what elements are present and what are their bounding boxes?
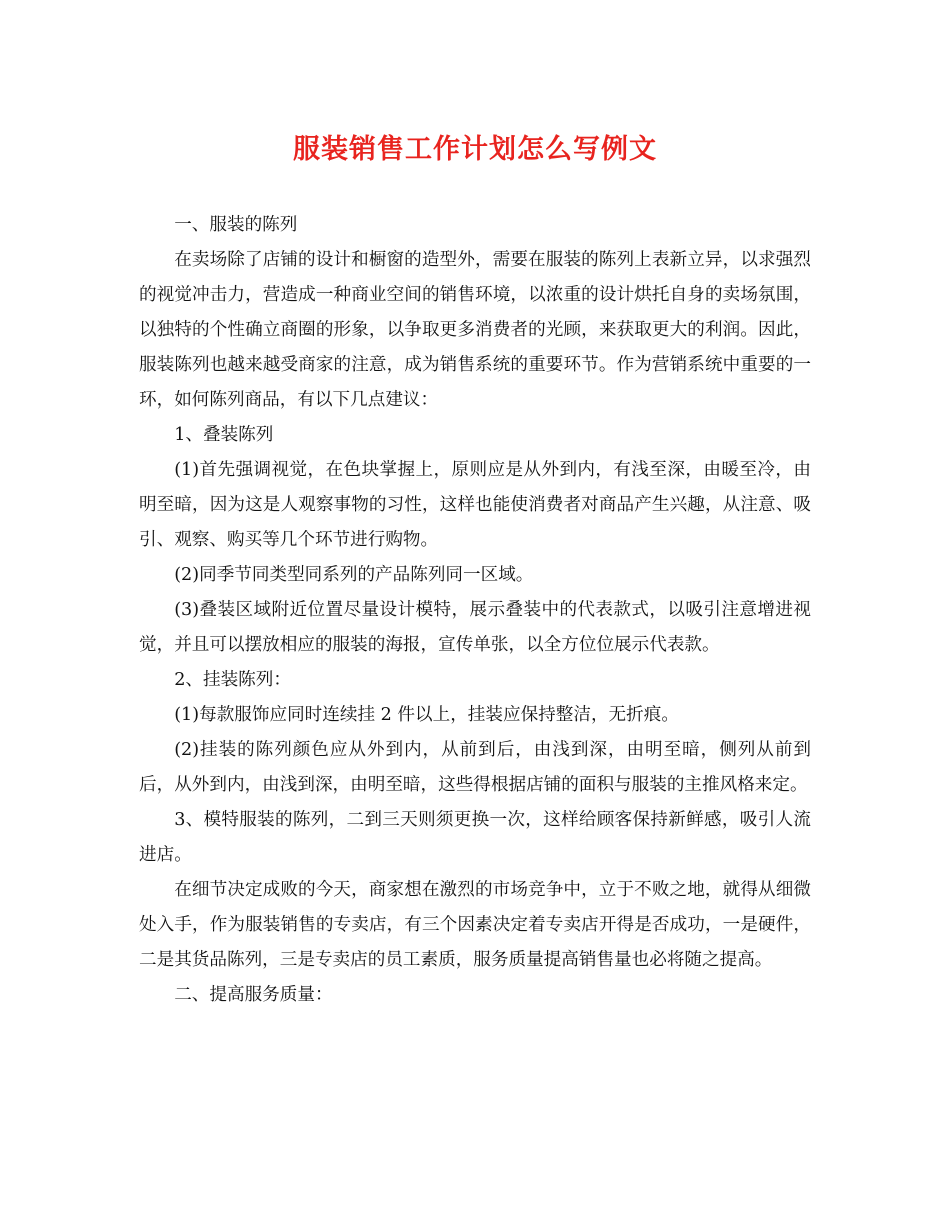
paragraph-hanging-item-1: (1)每款服饰应同时连续挂 2 件以上，挂装应保持整洁，无折痕。 <box>174 705 679 725</box>
paragraph-folded-item-1: (1)首先强调视觉，在色块掌握上，原则应是从外到内，有浅至深，由暖至冷，由明至暗，因为这是人观察事物的习性，这样也能使消费者对商品产生兴趣，从注意、吸引、观察、购买等几个环节进行购物。 <box>139 460 811 550</box>
paragraph-details-success: 在细节决定成败的今天，商家想在激烈的市场竞争中，立于不败之地，就得从细微处入手，作为服装销售的专卖店，有三个因素决定着专卖店开得是否成功，一是硬件，二是其货品陈列，三是专卖店的员工素质，服务质量提高销售量也必将随之提高。 <box>139 880 811 970</box>
paragraph-folded-item-3: (3)叠装区域附近位置尽量设计模特，展示叠装中的代表款式，以吸引注意增进视觉，并且可以摆放相应的服装的海报，宣传单张，以全方位位展示代表款。 <box>139 600 811 655</box>
section-heading-display: 一、服装的陈列 <box>174 215 298 235</box>
section-heading-service: 二、提高服务质量： <box>174 985 333 1005</box>
subheading-folded-display: 1、叠装陈列 <box>174 425 274 445</box>
subheading-hanging-display: 2、挂装陈列： <box>174 670 291 690</box>
paragraph-mannequin-display: 3、模特服装的陈列，二到三天则须更换一次，这样给顾客保持新鲜感，吸引人流进店。 <box>139 810 811 865</box>
paragraph-display-intro: 在卖场除了店铺的设计和橱窗的造型外，需要在服装的陈列上表新立异，以求强烈的视觉冲击力，营造成一种商业空间的销售环境，以浓重的设计烘托自身的卖场氛围，以独特的个性确立商圈的形象，以争取更多消费者的光顾，来获取更大的利润。因此，服装陈列也越来越受商家的注意，成为销售系统的重要环节。作为营销系统中重要的一环，如何陈列商品，有以下几点建议： <box>139 250 811 410</box>
document-body <box>139 208 811 1013</box>
paragraph-hanging-item-2: (2)挂装的陈列颜色应从外到内，从前到后，由浅到深，由明至暗，侧列从前到后，从外到内，由浅到深，由明至暗，这些得根据店铺的面积与服装的主推风格来定。 <box>139 740 811 795</box>
paragraph-folded-item-2: (2)同季节同类型同系列的产品陈列同一区域。 <box>174 565 534 585</box>
document-title: 服装销售工作计划怎么写例文 <box>293 134 657 165</box>
